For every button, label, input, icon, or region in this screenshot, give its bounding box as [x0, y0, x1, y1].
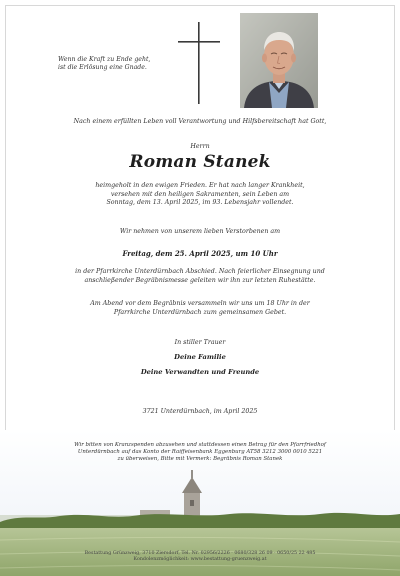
funeral-home-footer [40, 551, 360, 564]
mourning-relatives: Deine Verwandten und Freunde [140, 368, 260, 376]
donation-line-3: zu überweisen, Bitte mit Vermerk: Begräbnis Roman Stanek [117, 455, 283, 462]
evening-line-2: Pfarrkirche Unterdürnbach zum gemeinsamen Gebet. [113, 308, 287, 316]
funeral-date: Freitag, dem 25. April 2025, um 10 Uhr [122, 249, 278, 258]
ceremony-text [30, 268, 370, 285]
footer-line-1: Bestattung Grünzweig, 3710 Ziersdorf, Tel. Nr. 02956/2226 · 0680/328 26 09 · 0650/25 22 485 [84, 551, 316, 556]
donation-line-1: Wir bitten von Kranzspenden abzusehen und stattdessen einen Betrag für den Pfarrfriedhof [74, 442, 326, 448]
place-date: 3721 Unterdürnbach, im April 2025 [142, 408, 258, 415]
passing-text [30, 182, 370, 208]
evening-text [30, 300, 370, 317]
quote [58, 56, 178, 73]
passing-line-2: versehen mit den heiligen Sakramenten, sein Leben am [110, 190, 290, 198]
passing-line-3: Sonntag, dem 13. April 2025, im 93. Lebensjahr vollendet. [106, 199, 294, 207]
evening-line-1: Am Abend vor dem Begräbnis versammeln wir uns um 18 Uhr in der [90, 300, 310, 307]
footer-line-2: Kondolenzmöglichkeit: www.bestattung-gruenzweig.at [133, 557, 267, 563]
portrait-photo [240, 13, 318, 108]
donation-line-2: Unterdürnbach auf das Konto der Raiffeisenbank Eggenburg AT58 3212 3000 0010 5221 [77, 448, 323, 455]
mourning-label: In stiller Trauer [174, 339, 226, 346]
farewell-intro: Wir nehmen von unserem lieben Verstorbenen am [119, 228, 281, 235]
mourning-family: Deine Familie [174, 353, 226, 361]
quote-line-1: Wenn die Kraft zu Ende geht, [58, 56, 151, 63]
intro-text: Nach einem erfüllten Leben voll Verantwortung und Hilfsbereitschaft hat Gott, [73, 118, 327, 125]
passing-line-1: heimgeholt in den ewigen Frieden. Er hat nach langer Krankheit, [95, 182, 305, 189]
donation-note [40, 442, 360, 463]
deceased-name: Roman Stanek [129, 152, 271, 172]
quote-line-2: ist die Erlösung eine Gnade. [58, 64, 147, 72]
ceremony-line-1: in der Pfarrkirche Unterdürnbach Abschied. Nach feierlicher Einsegnung und [75, 268, 325, 275]
salutation: Herrn [190, 143, 210, 150]
ceremony-line-2: anschließender Begräbnismesse geleiten wir ihn zur letzten Ruhestätte. [84, 276, 316, 284]
cross-icon [178, 22, 220, 104]
